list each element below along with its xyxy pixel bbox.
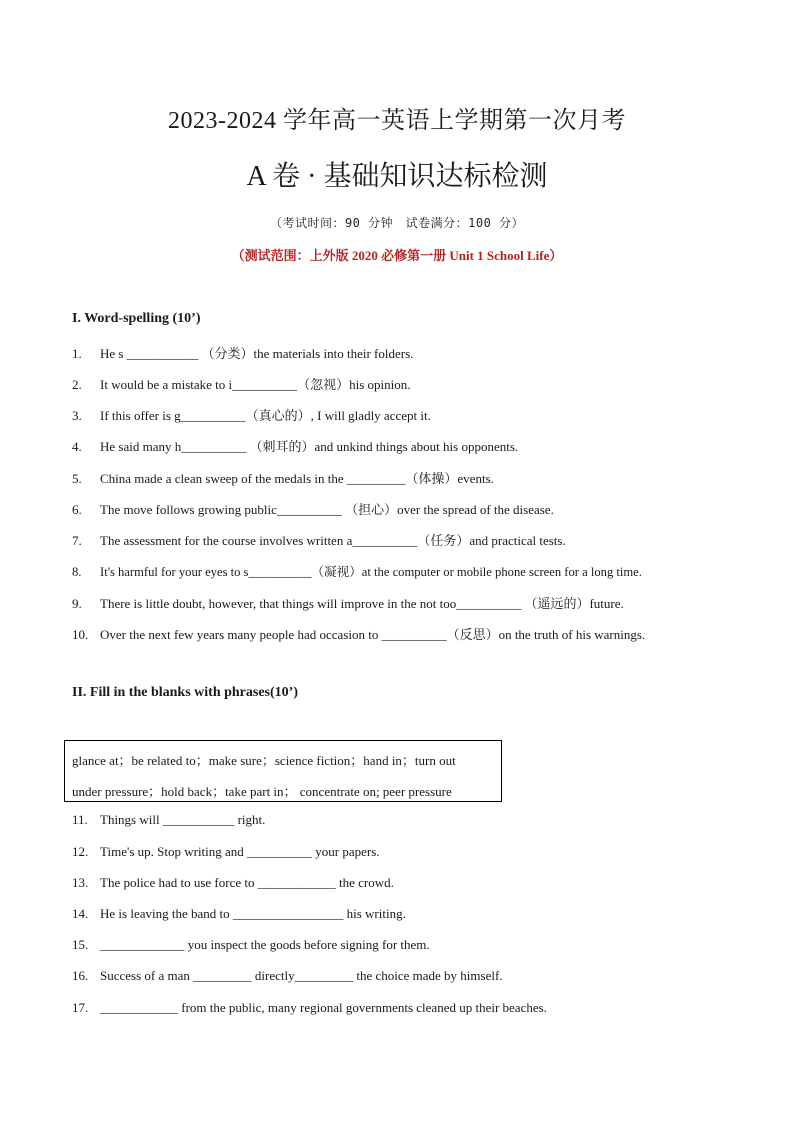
question-number: 15. [72,937,89,952]
question-text: Time's up. Stop writing and __________ your papers. [100,844,380,859]
question-item [72,468,494,487]
question-number: 2. [72,377,82,392]
question-text: It's harmful for your eyes to s__________（凝视）at the computer or mobile phone screen for a long time. [100,565,642,579]
question-text: ____________ from the public, many regional governments cleaned up their beaches. [100,1000,547,1015]
question-item [72,405,431,424]
question-number: 8. [72,565,82,579]
question-item [72,875,394,891]
question-number: 6. [72,502,82,517]
section-heading-word-spelling: I. Word-spelling (10’) [72,311,201,326]
question-text: Over the next few years many people had occasion to __________（反思）on the truth of his warnings. [100,627,646,642]
exam-subtitle: A 卷 · 基础知识达标检测 [246,161,548,192]
question-text: He is leaving the band to _________________ his writing. [100,906,406,921]
question-number: 5. [72,471,82,486]
question-item [72,968,503,984]
question-item [72,844,380,860]
question-number: 13. [72,875,89,890]
exam-info: （考试时间：90 分钟 试卷满分：100 分） [269,216,525,230]
question-text: The move follows growing public__________ （担心）over the spread of the disease. [100,502,554,517]
question-text: Success of a man _________ directly_________ the choice made by himself. [100,968,503,983]
question-number: 7. [72,533,82,548]
question-text: The police had to use force to ____________ the crowd. [100,875,394,890]
question-item [72,812,265,828]
question-item [72,906,406,922]
question-item [72,593,624,612]
question-text: It would be a mistake to i__________（忽视）his opinion. [100,377,411,392]
question-number: 10. [72,627,89,642]
question-number: 1. [72,346,82,361]
question-text: Things will ___________ right. [100,812,266,827]
question-number: 16. [72,968,89,983]
question-number: 12. [72,844,89,859]
question-number: 17. [72,1000,89,1015]
question-text: He s ___________ （分类）the materials into their folders. [100,346,414,361]
question-number: 14. [72,906,89,921]
question-text: _____________ you inspect the goods before signing for them. [100,937,430,952]
section-heading-phrases: II. Fill in the blanks with phrases(10’) [72,685,298,700]
word-bank-box [64,740,502,802]
question-item [72,624,645,643]
question-item [72,1000,547,1016]
question-item [72,530,566,549]
question-item [72,436,518,455]
question-item [72,937,430,953]
question-number: 11. [72,812,88,827]
question-item [72,499,554,518]
question-text: The assessment for the course involves written a__________（任务）and practical tests. [100,533,566,548]
word-bank-line: under pressure；hold back；take part in； concentrate on; peer pressure [72,784,452,799]
word-bank-line: glance at；be related to；make sure；science fiction；hand in；turn out [72,753,456,768]
question-text: China made a clean sweep of the medals in the _________（体操）events. [100,471,494,486]
question-item [72,374,411,393]
question-item [72,343,413,362]
question-item [72,561,642,580]
question-number: 4. [72,439,82,454]
question-text: There is little doubt, however, that things will improve in the not too__________ （遥远的）future. [100,596,624,611]
question-number: 9. [72,596,82,611]
exam-scope: （测试范围：上外版 2020 必修第一册 Unit 1 School Life） [231,248,563,263]
question-number: 3. [72,408,82,423]
question-text: He said many h__________ （刺耳的）and unkind things about his opponents. [100,439,519,454]
exam-title: 2023-2024 学年高一英语上学期第一次月考 [168,108,626,134]
question-text: If this offer is g__________（真心的）, I will gladly accept it. [100,408,431,423]
